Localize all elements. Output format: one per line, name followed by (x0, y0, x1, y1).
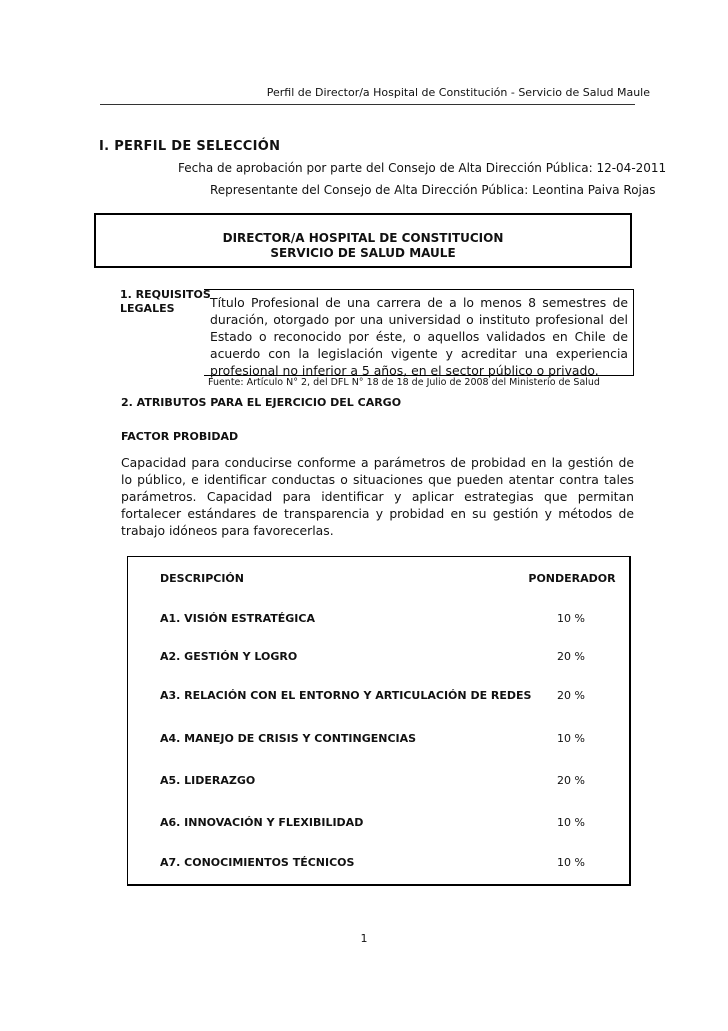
requirements-source: Fuente: Artículo N° 2, del DFL N° 18 de 18 de Julio de 2008 del Ministerio de Salud (208, 377, 600, 388)
table-row (127, 774, 631, 788)
approval-date: Fecha de aprobación por parte del Consejo de Alta Dirección Pública: 12-04-2011 (178, 161, 667, 175)
factor-title: FACTOR PROBIDAD (121, 430, 239, 443)
row-description: A6. INNOVACIÓN Y FLEXIBILIDAD (160, 816, 364, 829)
council-representative: Representante del Consejo de Alta Dirección Pública: Leontina Paiva Rojas (210, 183, 656, 197)
position-title: DIRECTOR/A HOSPITAL DE CONSTITUCION (222, 231, 504, 245)
row-ponderador: 10 % (557, 732, 585, 745)
position-title-box (94, 213, 632, 268)
table-row (127, 650, 631, 664)
row-ponderador: 20 % (557, 650, 585, 663)
position-service: SERVICIO DE SALUD MAULE (270, 246, 456, 260)
requirements-label-line1: 1. REQUISITOS (120, 288, 211, 301)
row-description: A3. RELACIÓN CON EL ENTORNO Y ARTICULACIÓN DE REDES (160, 689, 532, 702)
page-header: Perfil de Director/a Hospital de Constitución - Servicio de Salud Maule (266, 86, 650, 99)
row-description: A7. CONOCIMIENTOS TÉCNICOS (160, 856, 355, 869)
table-row (127, 856, 631, 870)
row-ponderador: 20 % (557, 689, 585, 702)
row-description: A4. MANEJO DE CRISIS Y CONTINGENCIAS (160, 732, 417, 745)
table-row (127, 732, 631, 746)
requirements-label (120, 288, 211, 316)
row-ponderador: 20 % (557, 774, 585, 787)
table-row (127, 816, 631, 830)
section-title: I. PERFIL DE SELECCIÓN (99, 139, 281, 154)
requirements-label-line2: LEGALES (120, 302, 175, 315)
attributes-title: 2. ATRIBUTOS PARA EL EJERCICIO DEL CARGO (121, 396, 402, 409)
page-number: 1 (360, 932, 368, 945)
table-header-row (127, 572, 631, 586)
factor-description: Capacidad para conducirse conforme a parámetros de probidad en la gestión de lo público, e identificar conductas o situaciones que pueden atentar contra tales parámetros. Capacidad para identificar y aplicar estrategias que permitan fortalecer estándares de transparencia y probidad en su gestión y métodos de trabajo idóneos para favorecerlas. (121, 455, 634, 538)
row-ponderador: 10 % (557, 856, 585, 869)
table-header-ponderador: PONDERADOR (528, 572, 616, 585)
header-divider (100, 104, 635, 105)
row-description: A5. LIDERAZGO (160, 774, 256, 787)
table-row (127, 689, 631, 703)
row-description: A1. VISIÓN ESTRATÉGICA (160, 612, 315, 625)
table-header-description: DESCRIPCIÓN (160, 572, 244, 585)
row-ponderador: 10 % (557, 612, 585, 625)
table-row (127, 612, 631, 626)
row-description: A2. GESTIÓN Y LOGRO (160, 650, 298, 663)
attributes-table (127, 556, 631, 886)
row-ponderador: 10 % (557, 816, 585, 829)
requirements-text: Título Profesional de una carrera de a lo menos 8 semestres de duración, otorgado por una universidad o instituto profesional del Estado o reconocido por éste, o aquellos validados en Chile de acuerdo con la legislación vigente y acreditar una experiencia profesional no inferior a 5 años, en el sector público o privado. (210, 295, 628, 378)
